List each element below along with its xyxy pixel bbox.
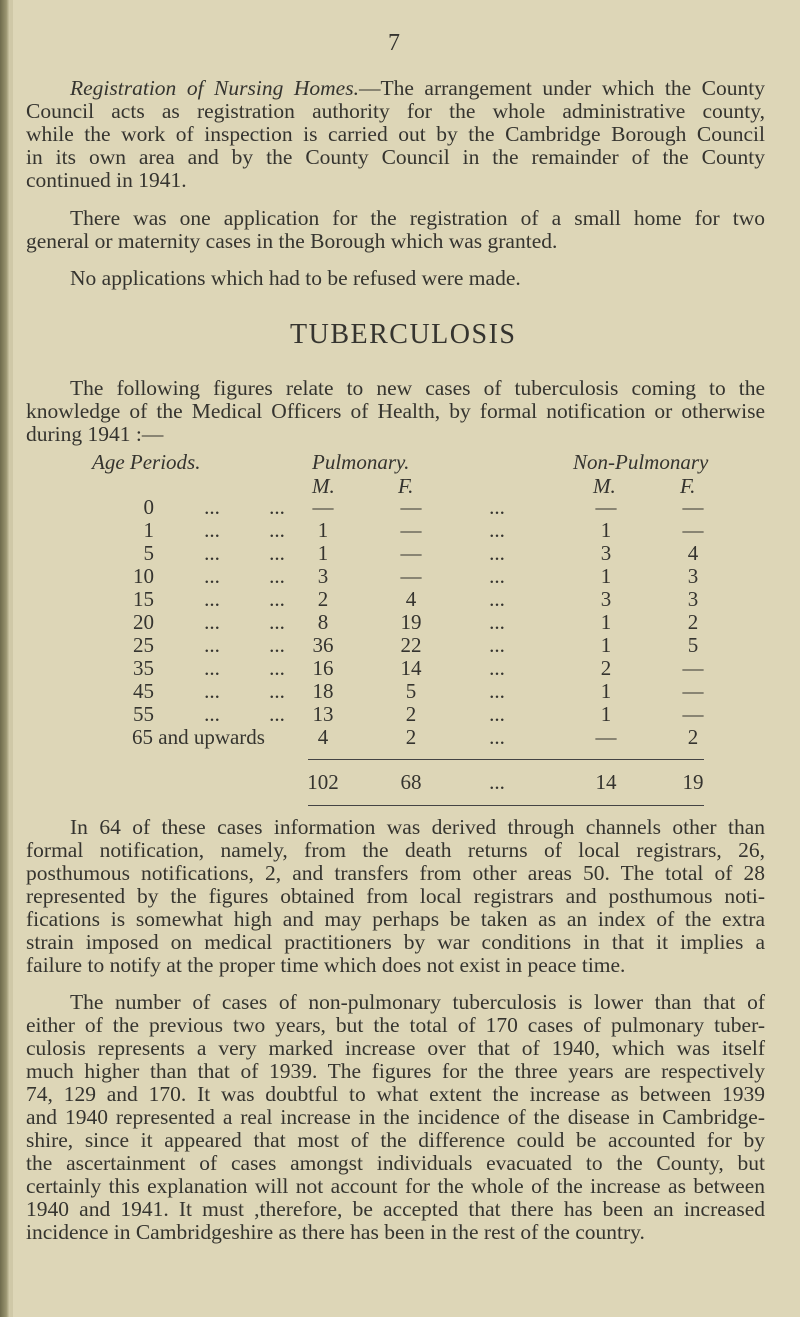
leader-dots: ... xyxy=(204,701,220,726)
pulmonary-male-count: 16 xyxy=(312,655,334,680)
non-pulmonary-female-count: 3 xyxy=(687,586,699,611)
page-binding-shadow xyxy=(9,0,13,1317)
pulmonary-female-count: 5 xyxy=(405,678,417,703)
pulmonary-male-count: 3 xyxy=(317,563,329,588)
information-sources-paragraph-line: strain imposed on medical practitioners by war conditions in that it implies a xyxy=(26,929,765,954)
non-pulmonary-male-count: 1 xyxy=(600,609,612,634)
non-pulmonary-male-count: 1 xyxy=(600,678,612,703)
pulmonary-female-count: — xyxy=(400,540,422,565)
pulmonary-male-count: — xyxy=(312,494,334,519)
total-non-pulmonary-female: 19 xyxy=(682,769,704,794)
column-header-pulmonary: Pulmonary. xyxy=(312,449,410,474)
non-pulmonary-paragraph-line: the ascertainment of cases amongst individuals evacuated to the County, but xyxy=(26,1150,765,1175)
pulmonary-male-count: 4 xyxy=(317,724,329,749)
leader-dots: ... xyxy=(489,563,505,588)
non-pulmonary-male-count: 1 xyxy=(600,701,612,726)
leader-dots: ... xyxy=(489,632,505,657)
pulmonary-male-count: 18 xyxy=(312,678,334,703)
non-pulmonary-male-count: 1 xyxy=(600,517,612,542)
pulmonary-female-count: 4 xyxy=(405,586,417,611)
information-sources-paragraph-line: formal notification, namely, from the death returns of local registrars, 26, xyxy=(26,837,765,862)
nursing-homes-paragraph-line: while the work of inspection is carried out by the Cambridge Borough Council xyxy=(26,121,765,146)
column-header-non-pulmonary: Non-Pulmonary xyxy=(573,449,709,474)
leader-dots: ... xyxy=(269,655,285,680)
non-pulmonary-male-count: 3 xyxy=(600,586,612,611)
age-period: 5 xyxy=(143,540,154,565)
nursing-homes-paragraph-line: Registration of Nursing Homes.—The arrangement under which the County xyxy=(70,75,765,100)
nursing-homes-paragraph-line: Council acts as registration authority for the whole administrative county, xyxy=(26,98,765,123)
non-pulmonary-paragraph-line: shire, since it appeared that most of the difference could be accounted for by xyxy=(26,1127,765,1152)
leader-dots: ... xyxy=(204,540,220,565)
age-period: 45 xyxy=(133,678,154,703)
pulmonary-female-count: 19 xyxy=(400,609,422,634)
leader-dots: ... xyxy=(204,632,220,657)
non-pulmonary-female-count: — xyxy=(682,517,704,542)
information-sources-paragraph-line: In 64 of these cases information was derived through channels other than xyxy=(70,814,765,839)
age-period: 35 xyxy=(133,655,154,680)
table-rule xyxy=(308,805,704,806)
age-period: 55 xyxy=(133,701,154,726)
leader-dots: ... xyxy=(489,655,505,680)
leader-dots: ... xyxy=(269,586,285,611)
leader-dots: ... xyxy=(269,609,285,634)
non-pulmonary-female-count: 5 xyxy=(687,632,699,657)
information-sources-paragraph-line: represented by the figures obtained from local registrars and posthumous noti- xyxy=(26,883,765,908)
non-pulmonary-male-count: 3 xyxy=(600,540,612,565)
subheader-non-pulmonary-female: F. xyxy=(680,473,696,498)
non-pulmonary-male-count: 2 xyxy=(600,655,612,680)
pulmonary-female-count: — xyxy=(400,517,422,542)
leader-dots: ... xyxy=(269,540,285,565)
leader-dots: ... xyxy=(269,701,285,726)
non-pulmonary-paragraph-line: culosis represents a very marked increase over that of 1940, which was itself xyxy=(26,1035,765,1060)
application-paragraph-line: There was one application for the registration of a small home for two xyxy=(70,205,765,230)
pulmonary-male-count: 8 xyxy=(317,609,329,634)
non-pulmonary-female-count: — xyxy=(682,701,704,726)
pulmonary-male-count: 2 xyxy=(317,586,329,611)
age-period: 10 xyxy=(133,563,154,588)
total-non-pulmonary-male: 14 xyxy=(595,769,617,794)
information-sources-paragraph-line: posthumous notifications, 2, and transfers from other areas 50. The total of 28 xyxy=(26,860,765,885)
leader-dots: ... xyxy=(269,494,285,519)
non-pulmonary-male-count: 1 xyxy=(600,563,612,588)
pulmonary-male-count: 1 xyxy=(317,517,329,542)
non-pulmonary-female-count: 3 xyxy=(687,563,699,588)
leader-dots: ... xyxy=(269,517,285,542)
non-pulmonary-female-count: 2 xyxy=(687,609,699,634)
non-pulmonary-paragraph-line: certainly this explanation will not account for the whole of the increase as between xyxy=(26,1173,765,1198)
page-number: 7 xyxy=(388,30,400,56)
table-rule xyxy=(308,759,704,760)
refusals-paragraph-line: No applications which had to be refused were made. xyxy=(70,265,521,290)
pulmonary-female-count: — xyxy=(400,563,422,588)
subheader-pulmonary-female: F. xyxy=(398,473,414,498)
non-pulmonary-female-count: — xyxy=(682,655,704,680)
pulmonary-female-count: — xyxy=(400,494,422,519)
nursing-homes-paragraph-line: in its own area and by the County Council in the remainder of the County xyxy=(26,144,765,169)
pulmonary-male-count: 13 xyxy=(312,701,334,726)
age-period: 20 xyxy=(133,609,154,634)
leader-dots: ... xyxy=(489,517,505,542)
pulmonary-female-count: 2 xyxy=(405,724,417,749)
total-pulmonary-female: 68 xyxy=(400,769,422,794)
nursing-homes-paragraph-line: continued in 1941. xyxy=(26,167,187,192)
total-pulmonary-male: 102 xyxy=(307,769,339,794)
leader-dots: ... xyxy=(204,655,220,680)
section-heading: TUBERCULOSIS xyxy=(290,319,517,350)
pulmonary-female-count: 22 xyxy=(400,632,422,657)
non-pulmonary-female-count: 2 xyxy=(687,724,699,749)
tuberculosis-intro-line: during 1941 :— xyxy=(26,421,164,446)
leader-dots: ... xyxy=(489,540,505,565)
non-pulmonary-paragraph-line: much higher than that of 1939. The figures for the three years are respectively xyxy=(26,1058,765,1083)
non-pulmonary-female-count: — xyxy=(682,678,704,703)
leader-dots: ... xyxy=(269,563,285,588)
leader-dots: ... xyxy=(204,563,220,588)
pulmonary-female-count: 14 xyxy=(400,655,422,680)
information-sources-paragraph-line: failure to notify at the proper time which does not exist in peace time. xyxy=(26,952,626,977)
tuberculosis-intro-line: knowledge of the Medical Officers of Health, by formal notification or otherwise xyxy=(26,398,765,423)
pulmonary-male-count: 1 xyxy=(317,540,329,565)
leader-dots: ... xyxy=(489,769,505,794)
non-pulmonary-paragraph-line: incidence in Cambridgeshire as there has been in the rest of the country. xyxy=(26,1219,645,1244)
subheader-non-pulmonary-male: M. xyxy=(593,473,616,498)
pulmonary-male-count: 36 xyxy=(312,632,334,657)
age-period: 1 xyxy=(143,517,154,542)
non-pulmonary-female-count: — xyxy=(682,494,704,519)
non-pulmonary-paragraph-line: and 1940 represented a real increase in the incidence of the disease in Cambridge- xyxy=(26,1104,765,1129)
pulmonary-female-count: 2 xyxy=(405,701,417,726)
leader-dots: ... xyxy=(204,586,220,611)
age-period: 0 xyxy=(143,494,154,519)
non-pulmonary-paragraph-line: 74, 129 and 170. It was doubtful to what extent the increase as between 1939 xyxy=(26,1081,765,1106)
leader-dots: ... xyxy=(204,494,220,519)
age-period: 65 and upwards xyxy=(132,724,265,749)
leader-dots: ... xyxy=(204,609,220,634)
non-pulmonary-male-count: — xyxy=(595,494,617,519)
application-paragraph-line: general or maternity cases in the Borough which was granted. xyxy=(26,228,558,253)
leader-dots: ... xyxy=(204,517,220,542)
non-pulmonary-paragraph-line: The number of cases of non-pulmonary tuberculosis is lower than that of xyxy=(70,989,765,1014)
non-pulmonary-male-count: — xyxy=(595,724,617,749)
tuberculosis-intro-line: The following figures relate to new cases of tuberculosis coming to the xyxy=(70,375,765,400)
non-pulmonary-paragraph-line: either of the previous two years, but the total of 170 cases of pulmonary tuber- xyxy=(26,1012,765,1037)
column-header-age: Age Periods. xyxy=(92,449,201,474)
information-sources-paragraph-line: fications is somewhat high and may perhaps be taken as an index of the extra xyxy=(26,906,765,931)
age-period: 25 xyxy=(133,632,154,657)
leader-dots: ... xyxy=(269,678,285,703)
leader-dots: ... xyxy=(204,678,220,703)
non-pulmonary-female-count: 4 xyxy=(687,540,699,565)
age-period: 15 xyxy=(133,586,154,611)
leader-dots: ... xyxy=(489,724,505,749)
leader-dots: ... xyxy=(489,609,505,634)
leader-dots: ... xyxy=(269,632,285,657)
subheader-pulmonary-male: M. xyxy=(312,473,335,498)
leader-dots: ... xyxy=(489,701,505,726)
non-pulmonary-male-count: 1 xyxy=(600,632,612,657)
leader-dots: ... xyxy=(489,494,505,519)
leader-dots: ... xyxy=(489,678,505,703)
leader-dots: ... xyxy=(489,586,505,611)
paragraph-lead-title: Registration of Nursing Homes. xyxy=(70,75,359,100)
page-binding-edge xyxy=(0,0,9,1317)
non-pulmonary-paragraph-line: 1940 and 1941. It must ,therefore, be accepted that there has been an increased xyxy=(26,1196,765,1221)
